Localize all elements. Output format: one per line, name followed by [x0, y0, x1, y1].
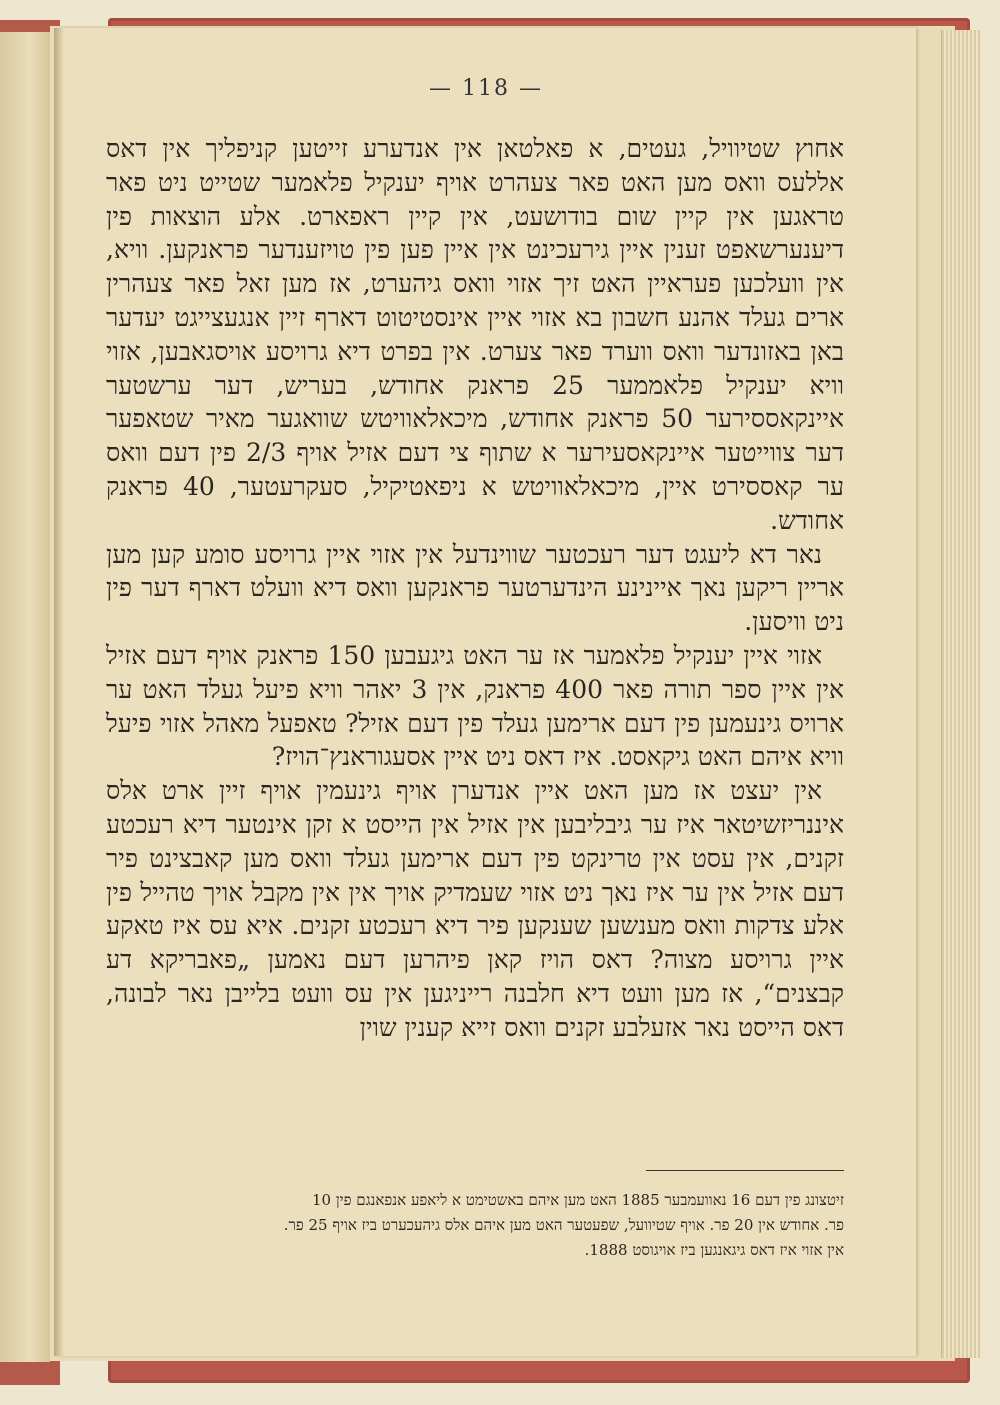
paragraph: אחוץ שטיוויל, געטים, א פאלטאן אין אנדערע זייטען קניפליך אין דאס אללעס וואס מען האט פאר צעהרט אויף יענקיל פלאמער שטייט ניט פאר טראגען אין קיין שום בודושעט, אין קיין ראפארט. אלע הוצאות פין דיענערשאפט זענין איין גירעכינט אין איין פען פין טויזענדער פראנקען. וויא, אין וועלכען פעראיין האט זיך אזוי וואס גיהערט, אז מען זאל פאר צעהרין ארים געלד אהנע חשבון בא אזוי איין אינסטיטוט דארף זיין אנגעצייגט יעדער באן באזונדער וואס ווערד פאר צערט. אין בפרט דיא גרויסע אויסגאבען, אזוי וויא יענקיל פלאממער 25 פראנק אחודש, בעריש, דער ערשטער איינקאססירער 50 פראנק אחודש, מיכאלאוויטש שוואגער מאיר שטאפער דער צווייטער איינקאסעירער א שתוף צי דעם אזיל אויף 2/3 פין דעם וואס ער קאססירט איין, מיכאלאוויטש א ניפאטיקיל, סעקרעטער, 40 פראנק אחודש.	[106, 134, 845, 535]
footnote-line: אין אזוי איז דאס גיגאנגען ביז אויגוסט 1888.	[584, 1241, 844, 1259]
page-number: — 118 —	[429, 76, 543, 101]
footnote-line: זיטצונג פין דעם 16 נאוועמבער 1885 האט מען איהם באשטימט א ליאפע אנפאנגם פין 10	[312, 1191, 844, 1209]
book-page	[56, 28, 916, 1356]
footnote-rule	[646, 1170, 844, 1171]
footnote-line: פר. אחודש אין 20 פר. אויף שטיוועל, שפעטער האט מען איהם אלס גיהעכערט ביז אויף 25 פר.	[283, 1216, 844, 1234]
page-gutter	[54, 28, 64, 1356]
body-text	[106, 132, 844, 1045]
footnote	[106, 1188, 844, 1263]
page-edges	[941, 30, 982, 1358]
paragraph: אין יעצט אז מען האט איין אנדערן אויף גינעמין אויף זיין ארט אלס איננריזשיטאר איז ער גיבליבען אין אזיל אין הייסט א זקן אינטער דיא רעכטע זקנים, אין עסט אין טרינקט פין דעם ארימען געלד וואס מען קאבצינט פיר דעם אזיל אין ער איז נאך ניט אזוי שעמדיק אויך אין אין מקבל אויך טהייל פין אלע צדקות וואס מענשען שענקען פיר דיא רעכטע זקנים. איא עס איז טאקע איין גרויסע מצוה? דאס הויז קאן פיהרען דעם נאמען „פאבריקא דע קבצנים“, אז מען וועט דיא חלבנה רייניגען אין עס וועט בלייבן נאר לבונה, דאס הייסט נאר אזעלבע זקנים וואס זייא קענין שוין	[106, 776, 844, 1042]
previous-page-edge	[0, 32, 50, 1362]
paragraph: אזוי איין יענקיל פלאמער אז ער האט גיגעבען 150 פראנק אויף דעם אזיל אין איין ספר תורה פאר 400 פראנק, אין 3 יאהר וויא פיעל געלד האט ער ארויס גינעמען פין דעם ארימען געלד פין דעם אזיל? טאפעל מאהל אזוי פיעל וויא איהם האט גיקאסט. איז דאס ניט איין אסעגוראנץ־הויז?	[106, 640, 845, 772]
paragraph: נאר דא ליעגט דער רעכטער שווינדעל אין אזוי איין גרויסע סומע קען מען אריין ריקען נאך איינינע הינדערטער פראנקען וואס דיא וועלט דארף דער פין ניט וויסען.	[106, 539, 844, 637]
